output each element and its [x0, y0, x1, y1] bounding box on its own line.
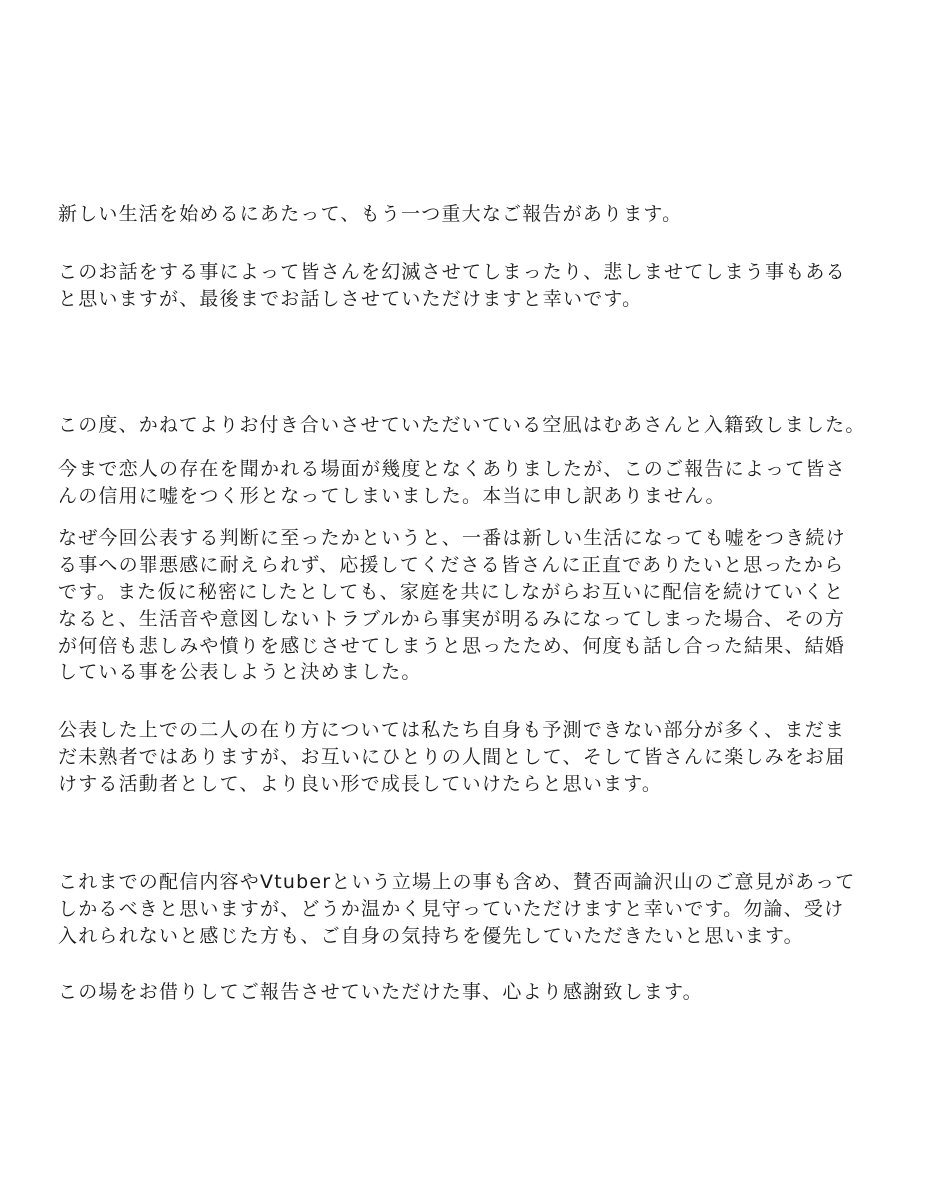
paragraph-5-line-2: る事への罪悪感に耐えられず、応援してくださる皆さんに正直でありたいと思ったから	[58, 554, 845, 576]
paragraph-5-line-3: です。また仮に秘密にしたとしても、家庭を共にしながらお互いに配信を続けていくと	[58, 581, 845, 603]
paragraph-8-line-1: この場をお借りしてご報告させていただけた事、心より感謝致します。	[58, 981, 703, 1003]
paragraph-2-line-2: と思いますが、最後までお話しさせていただけますと幸いです。	[58, 288, 643, 310]
paragraph-4-line-2: んの信用に嘘をつく形となってしまいました。本当に申し訳ありません。	[58, 485, 726, 507]
paragraph-5-line-5: が何倍も悲しみや憤りを感じさせてしまうと思ったため、何度も話し合った結果、結婚	[58, 635, 846, 657]
paragraph-3-line-1: この度、かねてよりお付き合いさせていただいている空凪はむあさんと入籍致しました。	[58, 414, 866, 436]
paragraph-6-line-3: けする活動者として、より良い形で成長していけたらと思います。	[58, 773, 663, 795]
paragraph-4-line-1: 今まで恋人の存在を聞かれる場面が幾度となくありましたが、このご報告によって皆さ	[58, 458, 846, 480]
paragraph-5-line-4: なると、生活音や意図しないトラブルから事実が明るみになってしまった場合、その方	[58, 608, 846, 630]
paragraph-5-line-1: なぜ今回公表する判断に至ったかというと、一番は新しい生活になっても嘘をつき続け	[58, 527, 846, 549]
paragraph-6-line-1: 公表した上での二人の在り方については私たち自身も予測できない部分が多く、まだま	[58, 719, 846, 741]
paragraph-1-line-1: 新しい生活を始めるにあたって、もう一つ重大なご報告があります。	[58, 203, 683, 225]
paragraph-2-line-1: このお話をする事によって皆さんを幻滅させてしまったり、悲しませてしまう事もある	[58, 261, 846, 283]
paragraph-7-line-2: しかるべきと思いますが、どうか温かく見守っていただけますと幸いです。勿論、受け	[58, 898, 845, 920]
paragraph-6-line-2: だ未熟者ではありますが、お互いにひとりの人間として、そして皆さんに楽しみをお届	[58, 746, 846, 768]
paragraph-5-line-6: している事を公表しようと決めました。	[58, 661, 422, 683]
paragraph-7-line-1: これまでの配信内容やVtuberという立場上の事も含め、賛否両論沢山のご意見があって	[58, 871, 856, 893]
paragraph-7-line-3: 入れられないと感じた方も、ご自身の気持ちを優先していただきたいと思います。	[58, 925, 804, 947]
